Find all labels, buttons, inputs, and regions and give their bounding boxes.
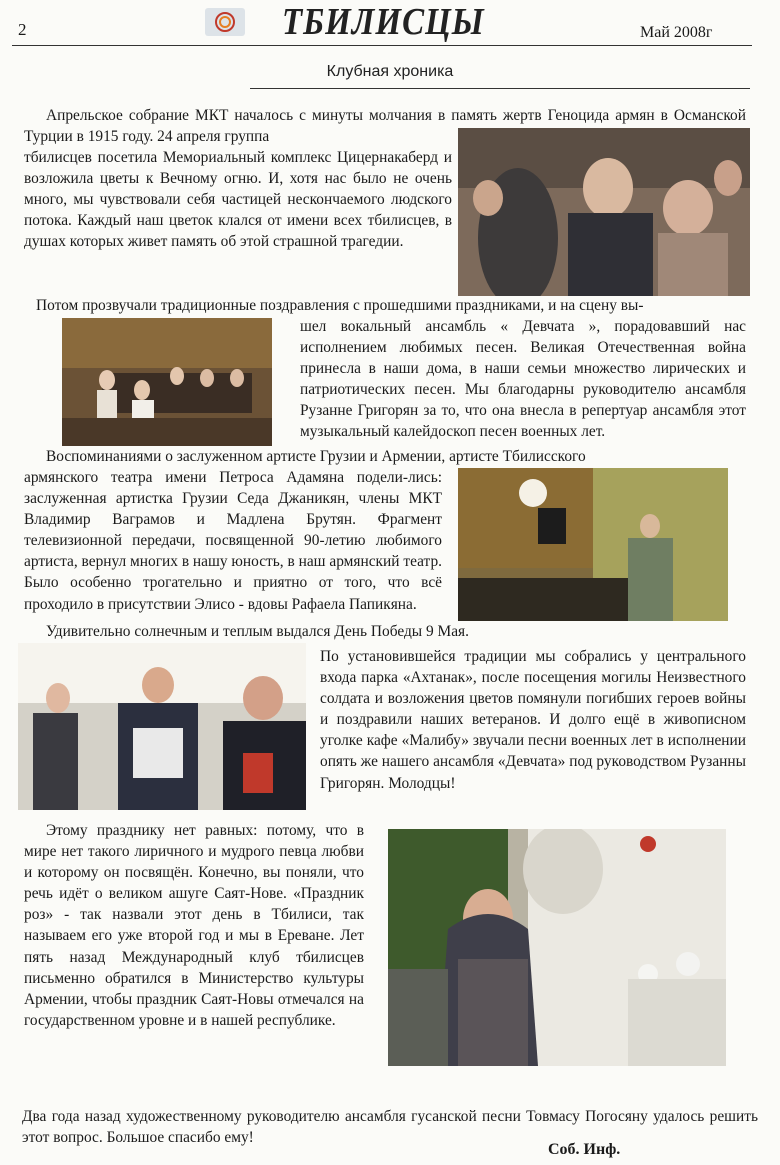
paragraph-3-body: армянского театра имени Петроса Адамяна подели-лись: заслуженная артистка Грузии Седа Джаникян, члены МКТ Владимир Ваграмов и Мадлена Брутян. Фрагмент телевизионной передачи, посвященной 90-летию любимого артиста, вернул многих в нашу юность, в наш армянский театр. Было особенно трогательно и приятно от того, что всё проходило в присутствии Элисо - вдовы Рафаела Папикяна. [24,469,442,613]
ensemble-stage-photo [62,318,272,446]
paragraph-2-intro: Потом прозвучали традиционные поздравления с прошедшими праздниками, и на сцену вы- [36,297,644,314]
newspaper-masthead: ТБИЛИСЦЫ [282,2,485,44]
paragraph-6-body: Два года назад художественному руководителю ансамбля гусанской песни Товмасу Погосяну удалось решить этот вопрос. Большое спасибо ему! [22,1108,758,1147]
signature: Соб. Инф. [548,1141,621,1158]
paragraph-5-body: Этому празднику нет равных: потому, что в мире нет такого лиричного и мудрого певца любви и которому он посвящён. Конечно, вы поняли, что речь идёт о великом ашуге Саят-Нове. «Праздник роз» - так назвали этот день в Тбилиси, так называем его уже второй год и мы в Ереване. Лет пять назад Международный клуб тбилисцев письменно обратился в Министерство культуры Армении, чтобы праздник Саят-Новы отмечался на государственном уровне и в нашей республике. [24,822,364,1029]
header-divider [12,45,752,46]
club-logo-icon [205,8,245,36]
issue-date: Май 2008г [640,24,713,41]
section-divider [250,88,750,89]
paragraph-4-body: По установившейся традиции мы собрались у центрального входа парка «Ахтанак», после посещения могилы Неизвестного солдата и возложения цветов помянули погибших героев войны и поздравили наших ветеранов. И долго ещё в живописном уголке кафе «Малибу» звучали песни военных лет в исполнении опять же нашего ансамбля «Девчата» под руководством Рузанны Григорян. Молодцы! [320,648,746,792]
page-number: 2 [18,20,27,39]
memorial-crowd-photo [458,128,750,296]
section-title: Клубная хроника [326,63,454,80]
paragraph-1-intro: Апрельское собрание МКТ началось с минуты молчания в память жертв Геноцида армян в Османской Турции в 1915 году. 24 апреля группа [24,107,746,146]
paragraph-4-intro: Удивительно солнечным и теплым выдался День Победы 9 Мая. [46,623,469,640]
paragraph-1-body: тбилисцев посетила Мемориальный комплекс Цицернакаберд и возложила цветы к Вечному огню. И, хотя нас было не очень много, мы чувствовали себя частицей нескончаемого людского потока. Каждый наш цветок клался от имени всех тбилисцев, в душах которых живет память об этой страшной трагедии. [24,149,452,251]
theatre-memorial-photo [458,468,728,621]
paragraph-2-body: шел вокальный ансамбль « Девчата », порадовавший нас исполнением любимых песен. Великая Отечественная война принесла в наши дома, в наши семьи множество лирических и патриотических песен. Мы благодарны руководителю ансамбля Рузанне Григорян за то, что она внесла в репертуар ансамбля этот музыкальный калейдоскоп песен военных лет. [300,318,746,441]
victory-day-photo [18,643,306,810]
roses-festival-photo [388,829,726,1066]
paragraph-3-intro: Воспоминаниями о заслуженном артисте Грузии и Армении, артисте Тбилисского [46,448,586,465]
